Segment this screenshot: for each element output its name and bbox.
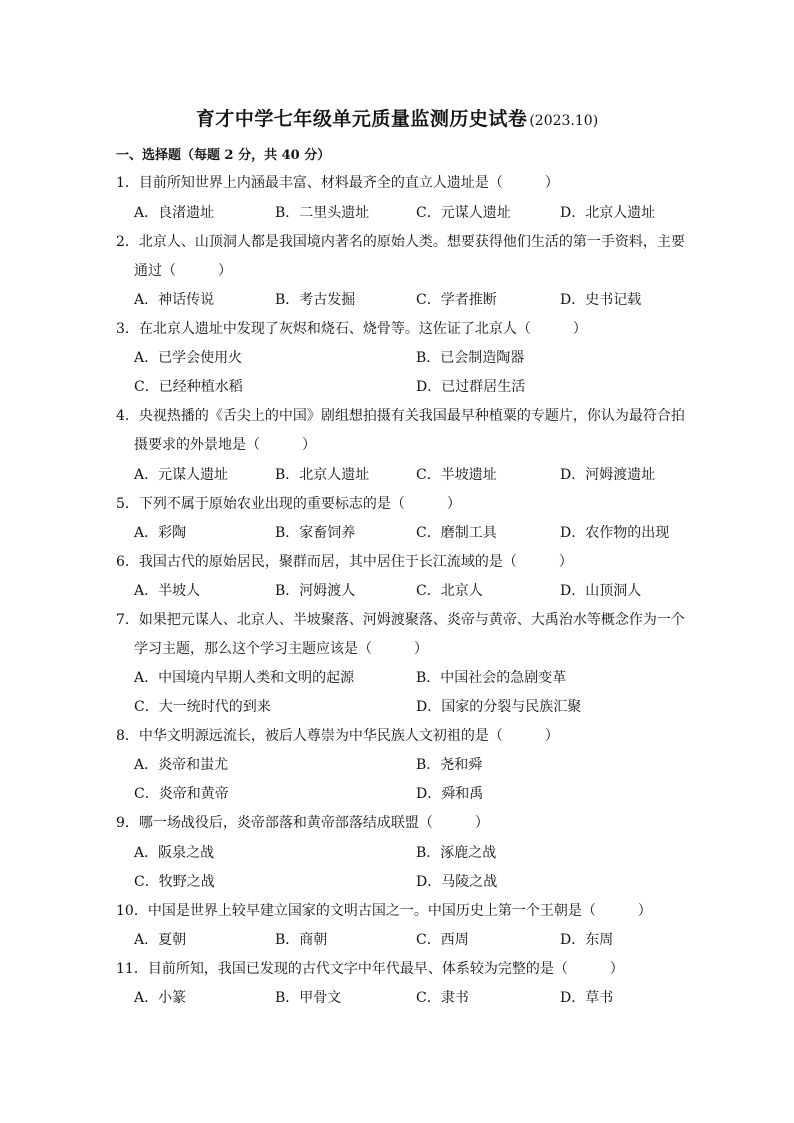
question-10-text: 10．中国是世界上较早建立国家的文明古国之一。中国历史上第一个王朝是（ ） xyxy=(116,903,652,919)
question-7-option-d: D．国家的分裂与民族汇聚 xyxy=(416,699,582,715)
question-1-option-b: B．二里头遗址 xyxy=(275,205,370,221)
question-6-text: 6．我国古代的原始居民，聚群而居，其中居住于长江流域的是（ ） xyxy=(116,554,573,570)
question-7-text: 7．如果把元谋人、北京人、半坡聚落、河姆渡聚落、炎帝与黄帝、大禹治水等概念作为一个 xyxy=(116,612,685,628)
question-4-option-c: C．半坡遗址 xyxy=(416,467,497,483)
question-10-option-c: C．西周 xyxy=(416,932,469,948)
question-11-option-b: B．甲骨文 xyxy=(275,990,342,1006)
question-7-option-c: C．大一统时代的到来 xyxy=(134,699,271,715)
question-9-text: 9．哪一场战役后，炎帝部落和黄帝部落结成联盟（ ） xyxy=(116,815,489,831)
question-6-option-b: B．河姆渡人 xyxy=(275,583,356,599)
question-8-option-d: D．舜和禹 xyxy=(416,786,484,802)
question-5-option-c: C．磨制工具 xyxy=(416,525,497,541)
question-10-option-a: A．夏朝 xyxy=(134,932,187,948)
question-7-option-a: A．中国境内早期人类和文明的起源 xyxy=(134,670,355,686)
question-10-option-d: D．东周 xyxy=(560,932,614,948)
question-7-text-cont: 学习主题，那么这个学习主题应该是（ ） xyxy=(134,641,428,657)
section-heading: 一、选择题（每题 2 分，共 40 分） xyxy=(116,148,331,163)
question-4-option-b: B．北京人遗址 xyxy=(275,467,370,483)
question-1-option-d: D．北京人遗址 xyxy=(560,205,656,221)
question-6-option-d: D．山顶洞人 xyxy=(560,583,642,599)
question-8-option-c: C．炎帝和黄帝 xyxy=(134,786,229,802)
question-9-option-b: B．涿鹿之战 xyxy=(416,845,497,861)
question-4-option-a: A．元谋人遗址 xyxy=(134,467,229,483)
question-5-option-b: B．家畜饲养 xyxy=(275,525,356,541)
exam-title-main: 育才中学七年级单元质量监测历史试卷 xyxy=(195,108,528,130)
question-9-option-c: C．牧野之战 xyxy=(134,874,215,890)
question-7-option-b: B．中国社会的急剧变革 xyxy=(416,670,567,686)
question-2-text-cont: 通过（ ） xyxy=(134,263,232,279)
question-9-option-d: D．马陵之战 xyxy=(416,874,498,890)
question-4-option-d: D．河姆渡遗址 xyxy=(560,467,656,483)
question-2-option-a: A．神话传说 xyxy=(134,292,215,308)
question-8-text: 8．中华文明源远流长，被后人尊崇为中华民族人文初祖的是（ ） xyxy=(116,728,559,744)
question-2-option-d: D．史书记载 xyxy=(560,292,642,308)
question-3-option-c: C．已经种植水稻 xyxy=(134,379,243,395)
question-6-option-c: C．北京人 xyxy=(416,583,483,599)
question-4-text-cont: 摄要求的外景地是（ ） xyxy=(134,437,316,453)
question-11-option-a: A．小篆 xyxy=(134,990,187,1006)
question-3-option-d: D．已过群居生活 xyxy=(416,379,526,395)
question-2-option-c: C．学者推断 xyxy=(416,292,497,308)
question-8-option-b: B．尧和舜 xyxy=(416,757,483,773)
question-2-option-b: B．考古发掘 xyxy=(275,292,356,308)
question-11-option-c: C．隶书 xyxy=(416,990,469,1006)
question-3-text: 3．在北京人遗址中发现了灰烬和烧石、烧骨等。这佐证了北京人（ ） xyxy=(116,321,587,337)
exam-title-date: (2023.10) xyxy=(529,113,599,129)
question-3-option-a: A．已学会使用火 xyxy=(134,350,243,366)
question-3-option-b: B．已会制造陶器 xyxy=(416,350,525,366)
question-11-option-d: D．草书 xyxy=(560,990,614,1006)
question-1-option-a: A．良渚遗址 xyxy=(134,205,215,221)
question-1-text: 1．目前所知世界上内涵最丰富、材料最齐全的直立人遗址是（ ） xyxy=(116,175,559,191)
question-5-text: 5．下列不属于原始农业出现的重要标志的是（ ） xyxy=(116,496,461,512)
question-11-text: 11．目前所知，我国已发现的古代文字中年代最早、体系较为完整的是（ ） xyxy=(116,961,624,977)
question-10-option-b: B．商朝 xyxy=(275,932,328,948)
question-4-text: 4．央视热播的《舌尖上的中国》剧组想拍摄有关我国最早种植粟的专题片，你认为最符合拍 xyxy=(116,408,685,424)
question-5-option-d: D．农作物的出现 xyxy=(560,525,670,541)
question-9-option-a: A．阪泉之战 xyxy=(134,845,215,861)
question-8-option-a: A．炎帝和蚩尤 xyxy=(134,757,229,773)
exam-title xyxy=(0,104,794,131)
question-2-text: 2．北京人、山顶洞人都是我国境内著名的原始人类。想要获得他们生活的第一手资料，主要 xyxy=(116,234,685,250)
question-5-option-a: A．彩陶 xyxy=(134,525,187,541)
question-1-option-c: C．元谋人遗址 xyxy=(416,205,511,221)
question-6-option-a: A．半坡人 xyxy=(134,583,201,599)
